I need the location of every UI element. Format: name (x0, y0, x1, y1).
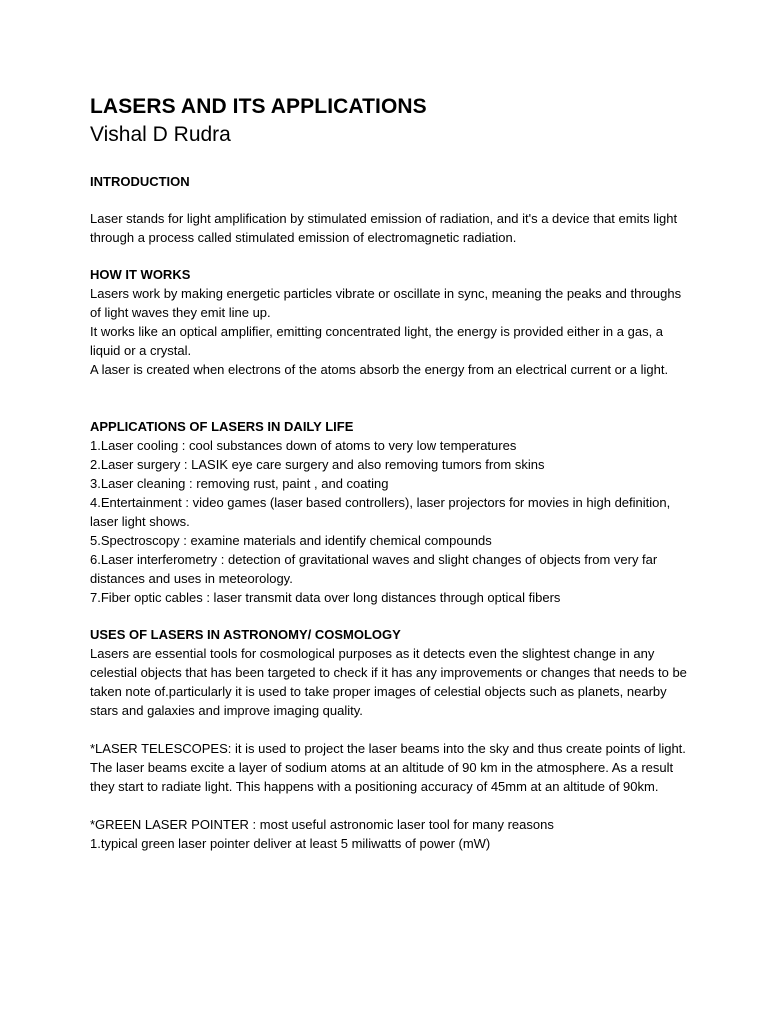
document-title: LASERS AND ITS APPLICATIONS (90, 95, 427, 118)
section-how-it-works (90, 265, 688, 379)
laser-telescopes-text: *LASER TELESCOPES: it is used to project the laser beams into the sky and thus create points of light. The laser beams excite a layer of sodium atoms at an altitude of 90 km in the atmosphere. As a result they start to radiate light. This happens with a positioning accuracy of 45mm at an altitude of 90km. (90, 741, 686, 794)
application-item: 3.Laser cleaning : removing rust, paint , and coating (90, 476, 389, 491)
section-applications (90, 417, 688, 607)
applications-heading: APPLICATIONS OF LASERS IN DAILY LIFE (90, 419, 354, 434)
application-item: 5.Spectroscopy : examine materials and identify chemical compounds (90, 533, 492, 548)
application-item: 6.Laser interferometry : detection of gravitational waves and slight changes of objects from very far distances and uses in meteorology. (90, 552, 658, 586)
section-astronomy (90, 625, 688, 853)
introduction-text: Laser stands for light amplification by stimulated emission of radiation, and it's a device that emits light through a process called stimulated emission of electromagnetic radiation. (90, 211, 678, 245)
section-introduction (90, 172, 688, 247)
green-laser-pointer-item: 1.typical green laser pointer deliver at least 5 miliwatts of power (mW) (90, 836, 491, 851)
green-laser-pointer-text: *GREEN LASER POINTER : most useful astronomic laser tool for many reasons (90, 817, 554, 832)
application-item: 7.Fiber optic cables : laser transmit data over long distances through optical fibers (90, 590, 561, 605)
how-it-works-heading: HOW IT WORKS (90, 267, 191, 282)
how-it-works-line: A laser is created when electrons of the atoms absorb the energy from an electrical current or a light. (90, 362, 669, 377)
application-item: 2.Laser surgery : LASIK eye care surgery and also removing tumors from skins (90, 457, 545, 472)
how-it-works-line: It works like an optical amplifier, emitting concentrated light, the energy is provided either in a gas, a liquid or a crystal. (90, 324, 664, 358)
application-item: 1.Laser cooling : cool substances down of atoms to very low temperatures (90, 438, 517, 453)
astronomy-heading: USES OF LASERS IN ASTRONOMY/ COSMOLOGY (90, 627, 401, 642)
application-item: 4.Entertainment : video games (laser based controllers), laser projectors for movies in high definition, laser light shows. (90, 495, 671, 529)
how-it-works-line: Lasers work by making energetic particles vibrate or oscillate in sync, meaning the peaks and throughs of light waves they emit line up. (90, 286, 682, 320)
astronomy-text: Lasers are essential tools for cosmological purposes as it detects even the slightest change in any celestial objects that has been targeted to check if it has any improvements or changes that needs to be taken note of.particularly it is used to take proper images of celestial objects such as planets, nearby stars and galaxies and improve imaging quality. (90, 646, 687, 718)
introduction-heading: INTRODUCTION (90, 174, 190, 189)
document-author: Vishal D Rudra (90, 123, 231, 146)
